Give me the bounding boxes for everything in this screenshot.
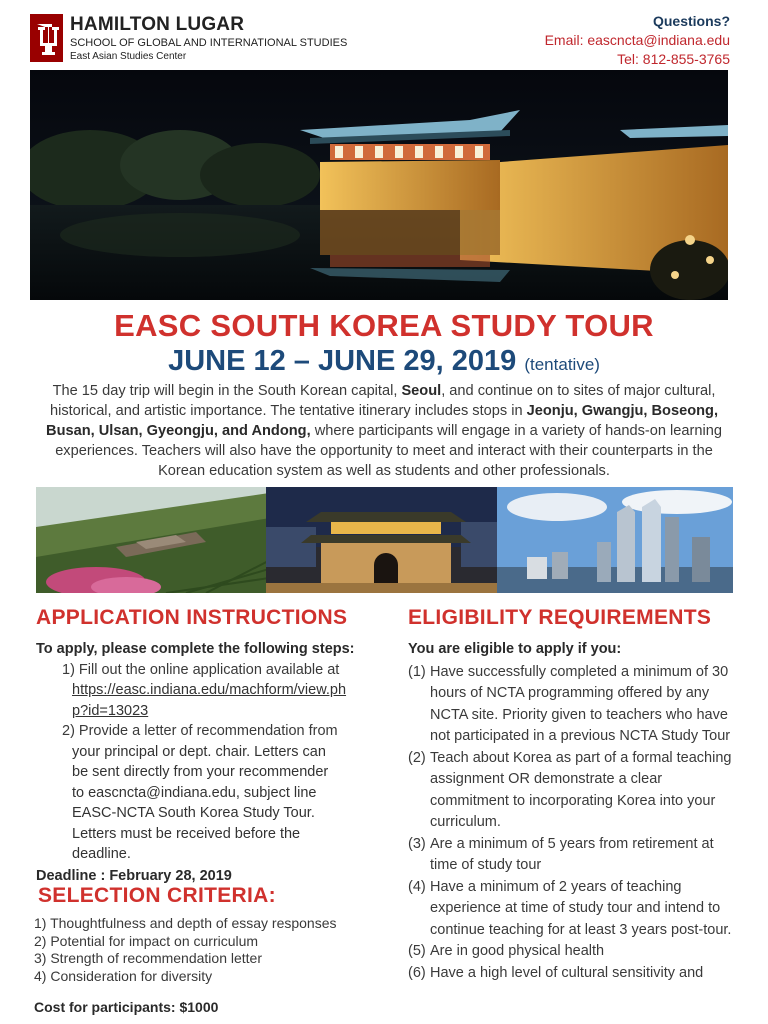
eligibility-item [408, 963, 738, 985]
step-2: 2) Provide a letter of recommendation from [62, 723, 338, 739]
eligibility-list [408, 639, 738, 984]
item-number: (2) [408, 749, 426, 766]
item-number: (4) [408, 878, 426, 895]
intro-text-1: The 15 day trip will begin in the South Korean capital, [52, 383, 402, 399]
intro-text-2: , and continue on to sites of major cultural, historical, and artistic importance. The tentative itinerary includes stops in [49, 383, 716, 419]
application-lead: To apply, please complete the following steps: [36, 641, 355, 657]
intro-paragraph [30, 381, 738, 481]
application-steps [36, 639, 381, 886]
step-2-line-6: Letters must be received before the [72, 825, 301, 842]
intro-seoul: Seoul [401, 383, 442, 399]
eligibility-item [408, 877, 738, 942]
item-text: Have a minimum of 2 years of teaching experience at time of study tour and intend to continue teaching for at least 3 years post-tour. [430, 878, 732, 938]
selection-list [34, 915, 384, 985]
contact-question: Questions? [652, 13, 730, 29]
contact-email[interactable]: Email: eascncta@indiana.edu [544, 32, 730, 48]
item-number: (6) [408, 964, 426, 981]
org-school: SCHOOL OF GLOBAL AND INTERNATIONAL STUDIES [70, 37, 348, 49]
selection-item: 2) Potential for impact on curriculum [34, 932, 259, 949]
step-1: 1) Fill out the online application available at [62, 661, 340, 678]
item-number: (3) [408, 835, 426, 852]
org-name: HAMILTON LUGAR [70, 14, 245, 35]
contact-block [545, 12, 730, 69]
item-text: Are in good physical health [430, 943, 605, 959]
eligibility-item [408, 662, 738, 748]
tour-title: EASC SOUTH KOREA STUDY TOUR [114, 308, 654, 343]
contact-phone: Tel: 812-855-3765 [617, 51, 730, 67]
eligibility-item [408, 834, 738, 877]
application-link-cont[interactable]: p?id=13023 [72, 702, 149, 719]
photo-gate [266, 487, 506, 593]
item-text: Are a minimum of 5 years from retirement at time of study tour [430, 835, 714, 873]
step-2-line-5: EASC-NCTA South Korea Study Tour. [72, 805, 315, 821]
iu-logo [30, 14, 63, 62]
selection-item: 1) Thoughtfulness and depth of essay responses [34, 915, 337, 931]
item-text: Have successfully completed a minimum of 30 hours of NCTA programming offered by any NCTA site. Priority given to teachers who have not participated in a previous NCTA Study Tour [430, 663, 731, 744]
selection-item: 4) Consideration for diversity [34, 967, 213, 984]
photo-city [497, 487, 733, 593]
tentative-label: (tentative) [524, 355, 600, 374]
deadline: Deadline : February 28, 2019 [36, 867, 232, 884]
org-center: East Asian Studies Center [70, 51, 187, 62]
step-2-line-2: your principal or dept. chair. Letters can [72, 743, 326, 760]
intro-text-3: where participants will engage in a variety of hands-on learning experiences. Teachers will also have the opportunity to meet and interact with their counterparts in the Korean education system as well as students and other professionals. [55, 423, 722, 479]
application-link[interactable]: https://easc.indiana.edu/machform/view.ph [72, 682, 347, 698]
item-number: (5) [408, 943, 426, 959]
item-text: Teach about Korea as part of a formal teaching assignment OR demonstrate a clear commitment to incorporating Korea into your curriculum. [430, 749, 732, 830]
selection-item: 3) Strength of recommendation letter [34, 950, 263, 966]
intro-cities: Jeonju, Gwangju, Boseong, Busan, Ulsan, Gyeongju, and Andong, [46, 403, 719, 439]
step-2-line-7: deadline. [72, 846, 131, 862]
photo-village [36, 487, 276, 593]
item-number: (1) [408, 663, 426, 680]
cost-label: Cost for participants: $1000 [34, 999, 219, 1015]
application-heading: APPLICATION INSTRUCTIONS [36, 606, 348, 629]
eligibility-item [408, 748, 738, 834]
eligibility-item [408, 941, 738, 963]
banner-photo [30, 70, 728, 300]
item-text: Have a high level of cultural sensitivity and [430, 964, 704, 981]
tour-dates-text: JUNE 12 – JUNE 29, 2019 [168, 345, 517, 377]
selection-heading: SELECTION CRITERIA: [38, 884, 276, 907]
tour-dates [0, 345, 768, 378]
eligibility-lead: You are eligible to apply if you: [408, 641, 622, 657]
eligibility-heading: ELIGIBILITY REQUIREMENTS [408, 606, 712, 629]
step-2-line-4: to eascncta@indiana.edu, subject line [72, 784, 317, 801]
step-2-line-3: be sent directly from your recommender [72, 764, 329, 780]
